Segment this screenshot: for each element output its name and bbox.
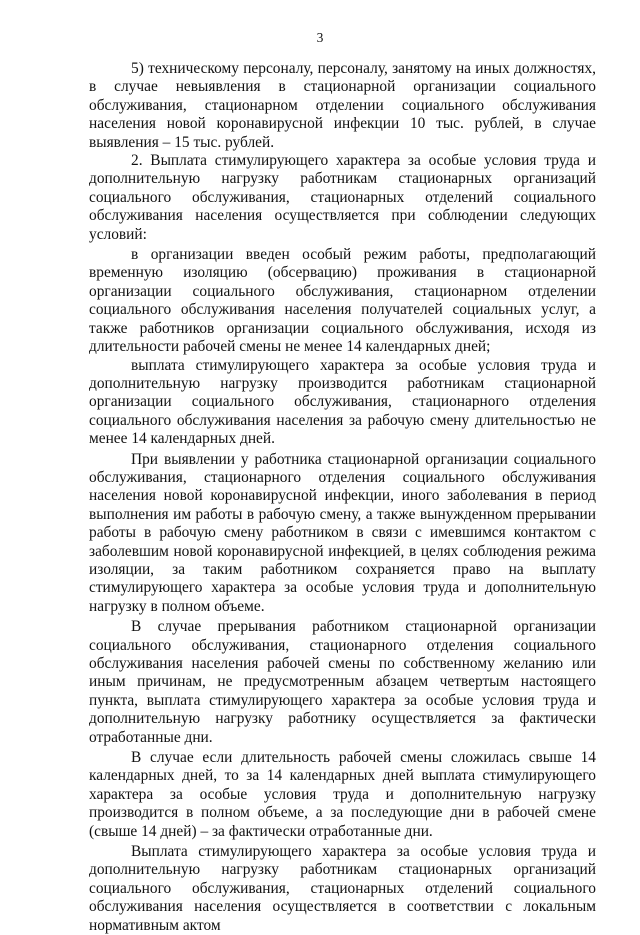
paragraph-condition-isolation: в организации введен особый режим работы, предполагающий временную изоляцию (обсервацию) проживания в стационарной организации социального обслуживания, стационарном отделении социального обслуживания населения получателей социальных услуг, а также работников организации социального обслуживания, исходя из длительности рабочей смены не менее 14 календарных дней;: [89, 246, 596, 356]
paragraph-shift-interruption: В случае прерывания работником стационарной организации социального обслуживания, стационарного отделения социального обслуживания населения рабочей смены по собственному желанию или иным причинам, не предусмотренным абзацем четвертым настоящего пункта, выплата стимулирующего характера за особые условия труда и дополнительную нагрузку работнику осуществляется за фактически отработанные дни.: [89, 618, 596, 746]
paragraph-condition-shift: выплата стимулирующего характера за особые условия труда и дополнительную нагрузку производится работникам стационарной организации социального обслуживания, стационарного отделения социального обслуживания населения за рабочую смену длительностью не менее 14 календарных дней.: [89, 356, 596, 448]
paragraph-point-2: 2. Выплата стимулирующего характера за особые условия труда и дополнительную нагрузку работникам стационарных организаций социального обслуживания, стационарных отделений социального обслуживания населения осуществляется при соблюдении следующих условий:: [89, 152, 596, 243]
document-body: [89, 60, 596, 935]
page-number: 3: [316, 30, 324, 45]
paragraph-payment-basis: Выплата стимулирующего характера за особые условия труда и дополнительную нагрузку работникам стационарных организаций социального обслуживания, стационарных отделений социального обслуживания населения осуществляется в соответствии с локальным нормативным актом: [89, 843, 596, 934]
paragraph-shift-extension: В случае если длительность рабочей смены сложилась свыше 14 календарных дней, то за 14 календарных дней выплата стимулирующего характера за особые условия труда и дополнительную нагрузку производится в полном объеме, а за последующие дни в рабочей смене (свыше 14 дней) – за фактически отработанные дни.: [89, 749, 596, 840]
paragraph-infection-case: При выявлении у работника стационарной организации социального обслуживания, стационарного отделения социального обслуживания населения новой коронавирусной инфекции, иного заболевания в период выполнения им работы в рабочую смену, а также вынужденном прерывании работы в рабочую смену работником в связи с имевшимся контактом с заболевшим новой коронавирусной инфекцией, в целях соблюдения режима изоляции, за таким работником сохраняется право на выплату стимулирующего характера за особые условия труда и дополнительную нагрузку в полном объеме.: [89, 450, 596, 615]
paragraph-item-5: 5) техническому персоналу, персоналу, занятому на иных должностях, в случае невыявления в стационарной организации социального обслуживания, стационарном отделении социального обслуживания населения новой коронавирусной инфекции 10 тыс. рублей, в случае выявления – 15 тыс. рублей.: [89, 60, 596, 151]
